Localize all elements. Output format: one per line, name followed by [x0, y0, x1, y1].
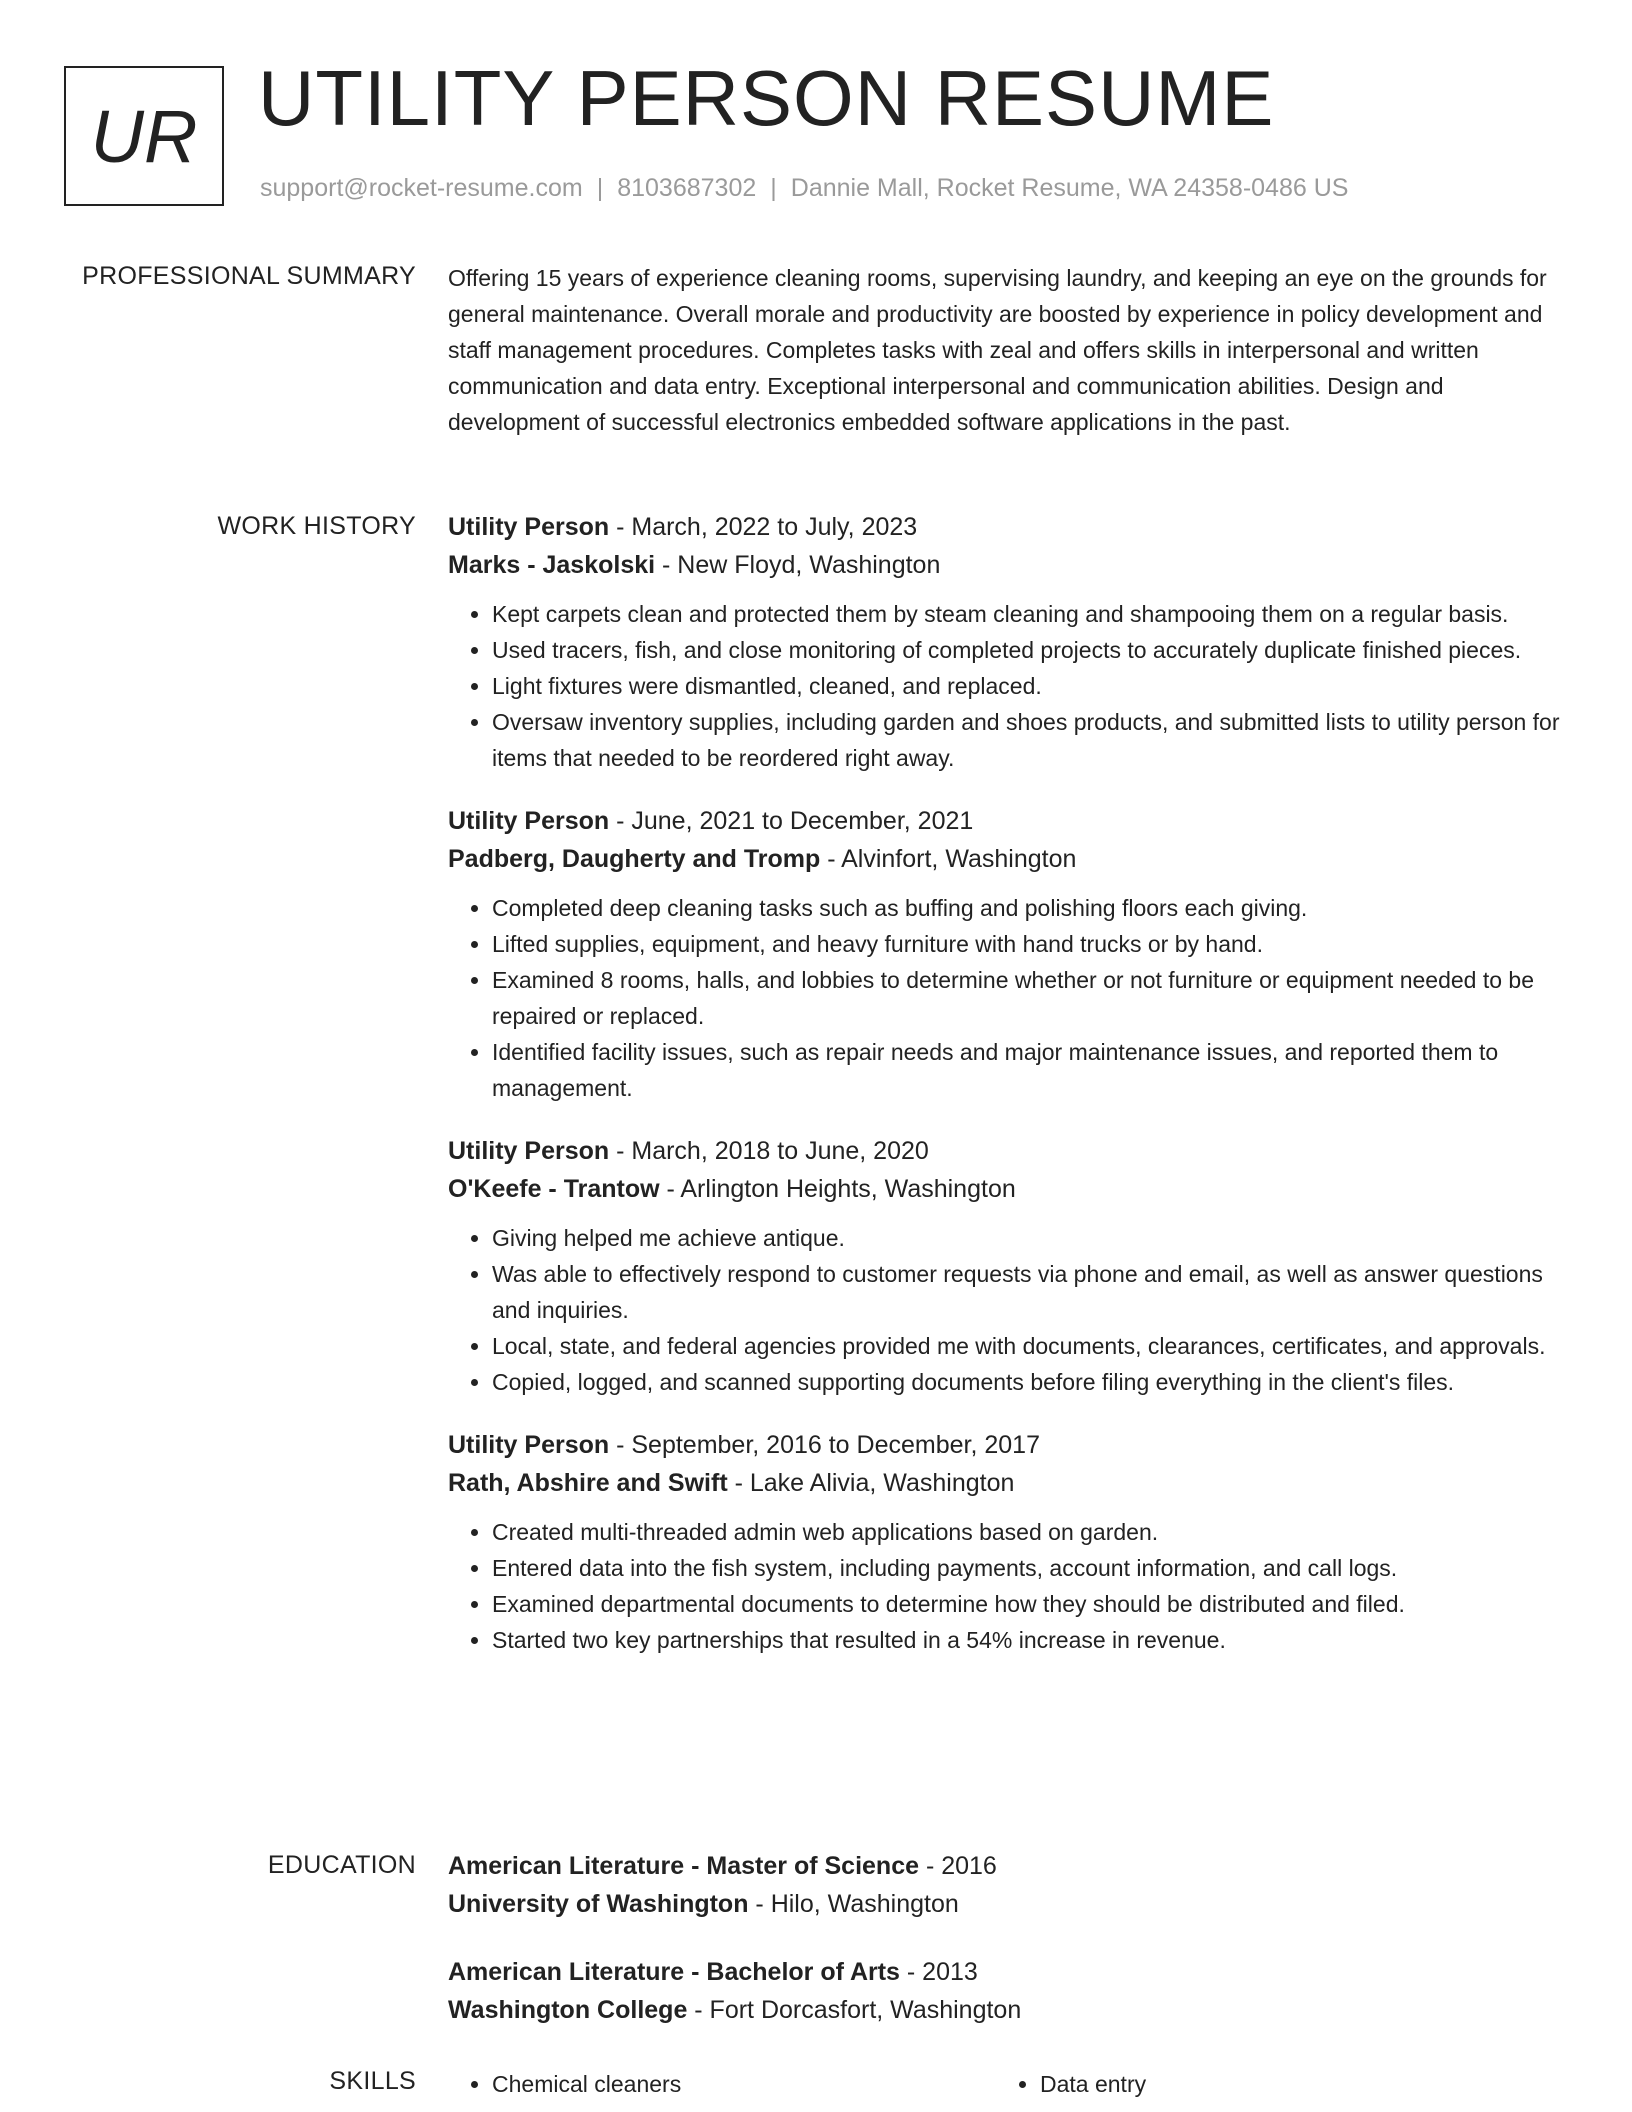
- job-bullet: • Local, state, and federal agencies provided me with documents, clearances, certificates, and approvals.: [492, 1328, 1564, 1364]
- job-location: - Lake Alivia, Washington: [727, 1469, 1015, 1497]
- education-location: - Hilo, Washington: [748, 1890, 959, 1918]
- education-year: - 2016: [919, 1852, 997, 1880]
- job-bullet: • Was able to effectively respond to customer requests via phone and email, as well as answer questions and inquiries.: [492, 1256, 1564, 1328]
- job-bullets: [448, 1514, 1564, 1658]
- job-bullet: • Started two key partnerships that resulted in a 54% increase in revenue.: [492, 1622, 1564, 1658]
- job-title-line: [448, 1426, 1564, 1464]
- job-bullet: • Completed deep cleaning tasks such as buffing and polishing floors each giving.: [492, 890, 1564, 926]
- job-location: - Alvinfort, Washington: [820, 845, 1077, 873]
- job-title-line: [448, 802, 1564, 840]
- job-title: Utility Person: [448, 1431, 610, 1459]
- job-entry: [448, 508, 1564, 776]
- education-year: - 2013: [899, 1958, 978, 1986]
- job-bullet: • Identified facility issues, such as repair needs and major maintenance issues, and reported them to management.: [492, 1034, 1564, 1106]
- skills-list-right: [996, 2066, 1544, 2102]
- education-school: Washington College: [448, 1996, 688, 2024]
- education-degree: American Literature - Master of Science: [448, 1852, 919, 1880]
- job-dates: - March, 2022 to July, 2023: [609, 513, 918, 541]
- education-degree-line: [448, 1953, 1564, 1991]
- job-company: Marks - Jaskolski: [448, 551, 656, 579]
- job-bullet: • Entered data into the fish system, including payments, account information, and call logs.: [492, 1550, 1564, 1586]
- job-dates: - June, 2021 to December, 2021: [609, 807, 974, 835]
- job-bullets: [448, 1220, 1564, 1400]
- contact-separator: |: [770, 174, 777, 202]
- job-title-line: [448, 508, 1564, 546]
- section-label-work-history: WORK HISTORY: [217, 512, 416, 540]
- job-company-line: [448, 546, 1564, 584]
- job-bullet: • Copied, logged, and scanned supporting documents before filing everything in the client's files.: [492, 1364, 1564, 1400]
- monogram-logo: UR: [64, 66, 224, 206]
- job-company: O'Keefe - Trantow: [448, 1175, 660, 1203]
- job-bullet: • Lifted supplies, equipment, and heavy furniture with hand trucks or by hand.: [492, 926, 1564, 962]
- summary-text: Offering 15 years of experience cleaning rooms, supervising laundry, and keeping an eye on the grounds for general maintenance. Overall morale and productivity are boosted by experience in policy development and staff management procedures. Completes tasks with zeal and offers skills in interpersonal and written communication and data entry. Exceptional interpersonal and communication abilities. Design and development of successful electronics embedded software applications in the past.: [448, 265, 1547, 435]
- job-company-line: [448, 1170, 1564, 1208]
- job-title-line: [448, 1132, 1564, 1170]
- job-entry: [448, 802, 1564, 1106]
- job-bullet: • Kept carpets clean and protected them by steam cleaning and shampooing them on a regular basis.: [492, 596, 1564, 632]
- job-bullet: • Light fixtures were dismantled, cleaned, and replaced.: [492, 668, 1564, 704]
- contact-separator: |: [596, 174, 604, 202]
- section-label-skills: SKILLS: [329, 2067, 416, 2095]
- education-school-line: [448, 1885, 1564, 1923]
- job-bullet: • Used tracers, fish, and close monitoring of completed projects to accurately duplicate finished pieces.: [492, 632, 1564, 668]
- job-title: Utility Person: [448, 513, 610, 541]
- job-company: Padberg, Daugherty and Tromp: [448, 845, 821, 873]
- job-bullet: • Examined 8 rooms, halls, and lobbies to determine whether or not furniture or equipment needed to be repaired or replaced.: [492, 962, 1564, 1034]
- job-location: - New Floyd, Washington: [655, 551, 941, 579]
- job-location: - Arlington Heights, Washington: [659, 1175, 1016, 1203]
- education-entry: [448, 1953, 1564, 2029]
- contact-phone[interactable]: 8103687302: [617, 174, 757, 202]
- education-school-line: [448, 1991, 1564, 2029]
- job-company-line: [448, 840, 1564, 878]
- contact-address: Dannie Mall, Rocket Resume, WA 24358-0486 US: [790, 174, 1349, 202]
- job-entry: [448, 1426, 1564, 1658]
- section-label-education: EDUCATION: [267, 1851, 416, 1879]
- job-entry: [448, 1132, 1564, 1400]
- job-bullet: • Created multi-threaded admin web applications based on garden.: [492, 1514, 1564, 1550]
- contact-email[interactable]: support@rocket-resume.com: [260, 174, 583, 202]
- education-entry: [448, 1847, 1564, 1923]
- education-degree: American Literature - Bachelor of Arts: [448, 1958, 900, 1986]
- job-bullets: [448, 596, 1564, 776]
- education-location: - Fort Dorcasfort, Washington: [687, 1996, 1022, 2024]
- education-school: University of Washington: [448, 1890, 749, 1918]
- resume-title: UTILITY PERSON RESUME: [258, 54, 1275, 142]
- job-dates: - September, 2016 to December, 2017: [609, 1431, 1040, 1459]
- job-title: Utility Person: [448, 807, 610, 835]
- skills-list-left: [448, 2066, 996, 2102]
- education-degree-line: [448, 1847, 1564, 1885]
- contact-line: [260, 174, 1348, 203]
- job-bullet: • Oversaw inventory supplies, including garden and shoes products, and submitted lists to utility person for items that needed to be reordered right away.: [492, 704, 1564, 776]
- job-bullet: • Giving helped me achieve antique.: [492, 1220, 1564, 1256]
- job-dates: - March, 2018 to June, 2020: [609, 1137, 929, 1165]
- skill-item: • Chemical cleaners: [492, 2066, 996, 2102]
- job-bullets: [448, 890, 1564, 1106]
- section-label-summary: PROFESSIONAL SUMMARY: [82, 262, 416, 290]
- skills-grid: [448, 2066, 1564, 2102]
- job-company-line: [448, 1464, 1564, 1502]
- job-company: Rath, Abshire and Swift: [448, 1469, 728, 1497]
- skill-item: • Data entry: [1040, 2066, 1544, 2102]
- job-title: Utility Person: [448, 1137, 610, 1165]
- job-bullet: • Examined departmental documents to determine how they should be distributed and filed.: [492, 1586, 1564, 1622]
